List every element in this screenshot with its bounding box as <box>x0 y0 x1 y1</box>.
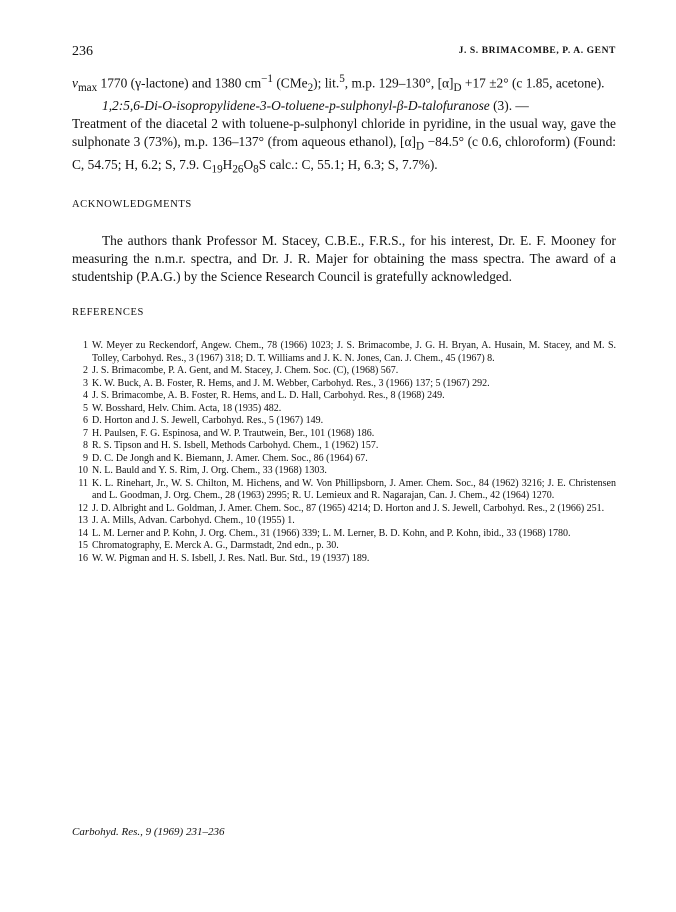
compound-title: 1,2:5,6-Di-O-isopropylidene-3-O-toluene-p-sulphonyl-β-D-talofuranose <box>102 98 490 114</box>
acknowledgments-text: The authors thank Professor M. Stacey, C.B.E., F.R.S., for his interest, Dr. E. F. Mooney for measuring the n.m.r. spectra, and Dr. J. R. Majer for obtaining the mass spectra. The award of a studentship (P.A.G.) by the Science Research Council is gratefully acknowledged. <box>72 233 616 285</box>
reference-number: 8 <box>83 440 88 452</box>
reference-item <box>72 378 616 391</box>
reference-number: 6 <box>83 415 88 427</box>
reference-item <box>72 465 616 478</box>
reference-item <box>72 528 616 541</box>
reference-number: 3 <box>83 377 88 389</box>
footer-citation: Carbohyd. Res., 9 (1969) 231–236 <box>72 826 225 838</box>
reference-number: 9 <box>83 452 88 464</box>
reference-item <box>72 515 616 528</box>
compound-heading <box>72 97 616 115</box>
page-number: 236 <box>72 44 93 59</box>
reference-number: 10 <box>78 465 88 477</box>
reference-item <box>72 415 616 428</box>
reference-number: 2 <box>83 365 88 377</box>
reference-number: 13 <box>78 515 88 527</box>
reference-item <box>72 478 616 503</box>
reference-text: D. Horton and J. S. Jewell, Carbohyd. Res., 5 (1967) 149. <box>92 415 324 427</box>
reference-item <box>72 340 616 365</box>
paragraph-sulphonate: Treatment of the diacetal 2 with toluene-p-sulphonyl chloride in pyridine, in the usual way, gave the sulphonate 3 (73%), m.p. 136–137° (from aqueous ethanol), $[\alpha]_D -84.5^\circ$ (c 0.6, chloroform) (Found: C, 54.75; H, 6.2; S, 7.9. $C_{19}H_{26}O_8S$ calc.: C, 55.1; H, 6.3; S, 7.7%). <box>72 116 616 176</box>
reference-number: 7 <box>83 427 88 439</box>
reference-text: J. S. Brimacombe, P. A. Gent, and M. Stacey, J. Chem. Soc. (C), (1968) 567. <box>92 365 399 377</box>
running-head: J. S. BRIMACOMBE, P. A. GENT <box>458 46 616 56</box>
reference-item <box>72 428 616 441</box>
reference-text: K. L. Rinehart, Jr., W. S. Chilton, M. Hichens, and W. Von Phillipsborn, J. Amer. Chem. Soc., 84 (1962) 3216; J. E. Christensen and L. Goodman, J. Org. Chem., 28 (1963) 2995; R. U. Lemieux and R. Nagarajan, Can. J. Chem., 42 (1964) 1270. <box>92 477 616 502</box>
reference-number: 1 <box>83 340 88 352</box>
compound-number: (3). — <box>489 98 529 114</box>
reference-text: L. M. Lerner and P. Kohn, J. Org. Chem., 31 (1966) 339; L. M. Lerner, B. D. Kohn, and P. Kohn, ibid., 33 (1968) 1780. <box>92 527 571 539</box>
reference-number: 15 <box>78 540 88 552</box>
reference-text: R. S. Tipson and H. S. Isbell, Methods Carbohyd. Chem., 1 (1962) 157. <box>92 440 379 452</box>
reference-item <box>72 365 616 378</box>
reference-item <box>72 503 616 516</box>
reference-text: J. D. Albright and L. Goldman, J. Amer. Chem. Soc., 87 (1965) 4214; D. Horton and J. S. Jewell, Carbohyd. Res., 2 (1966) 251. <box>92 502 605 514</box>
reference-text: H. Paulsen, F. G. Espinosa, and W. P. Trautwein, Ber., 101 (1968) 186. <box>92 427 375 439</box>
paragraph-ir-data: $\nu_{max}$ 1770 (γ-lactone) and 1380 $cm^{-1}$ (CMe$_2$); lit.$^5$, m.p. 129–130°, $[\alpha]_D +17 \pm 2^\circ$ (c 1.85, acetone). <box>72 73 605 95</box>
reference-text: K. W. Buck, A. B. Foster, R. Hems, and J. M. Webber, Carbohyd. Res., 3 (1966) 137; 5 (1967) 292. <box>92 377 490 389</box>
reference-number: 14 <box>78 527 88 539</box>
reference-item <box>72 553 616 566</box>
reference-item <box>72 403 616 416</box>
reference-number: 16 <box>78 552 88 564</box>
reference-text: W. W. Pigman and H. S. Isbell, J. Res. Natl. Bur. Std., 19 (1937) 189. <box>92 552 370 564</box>
reference-text: Chromatography, E. Merck A. G., Darmstadt, 2nd edn., p. 30. <box>92 540 339 552</box>
references-list <box>72 340 616 565</box>
reference-text: J. A. Mills, Advan. Carbohyd. Chem., 10 (1955) 1. <box>92 515 295 527</box>
reference-number: 5 <box>83 402 88 414</box>
references-heading: REFERENCES <box>72 307 144 319</box>
acknowledgments-heading: ACKNOWLEDGMENTS <box>72 199 192 211</box>
main-text <box>72 70 616 565</box>
reference-item <box>72 440 616 453</box>
reference-text: N. L. Bauld and Y. S. Rim, J. Org. Chem., 33 (1968) 1303. <box>92 465 327 477</box>
reference-number: 4 <box>83 390 88 402</box>
reference-item <box>72 390 616 403</box>
reference-number: 11 <box>78 477 88 489</box>
reference-text: W. Meyer zu Reckendorf, Angew. Chem., 78 (1966) 1023; J. S. Brimacombe, J. G. H. Bryan, A. Husain, M. Stacey, and M. S. Tolley, Carbohyd. Res., 3 (1967) 318; D. T. Williams and J. K. N. Jones, Can. J. Chem., 45 (1967) 8. <box>92 340 616 364</box>
reference-item <box>72 453 616 466</box>
reference-text: D. C. De Jongh and K. Biemann, J. Amer. Chem. Soc., 86 (1964) 67. <box>92 452 368 464</box>
reference-item <box>72 540 616 553</box>
reference-text: W. Bosshard, Helv. Chim. Acta, 18 (1935) 482. <box>92 402 282 414</box>
page-header <box>72 44 616 60</box>
reference-text: J. S. Brimacombe, A. B. Foster, R. Hems, and L. D. Hall, Carbohyd. Res., 8 (1968) 249. <box>92 390 445 402</box>
reference-number: 12 <box>78 502 88 514</box>
